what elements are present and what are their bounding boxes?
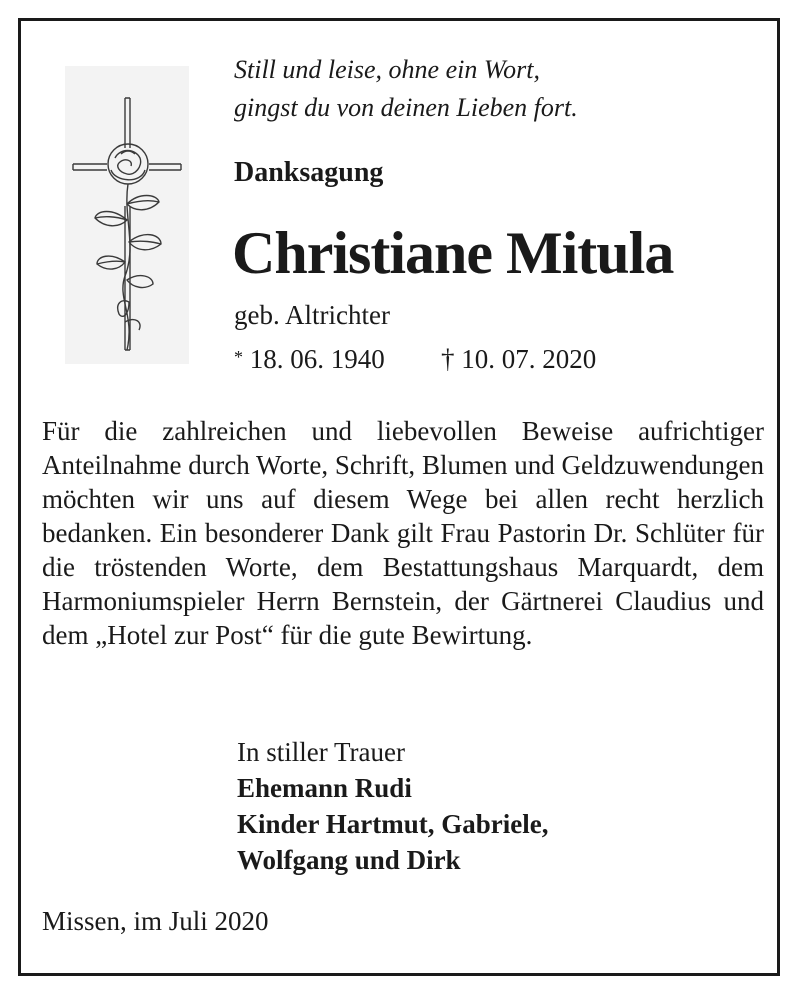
thank-you-paragraph: Für die zahlreichen und liebevollen Beweise aufrichtiger Anteilnahme durch Worte, Schrift, Blumen und Geldzuwendungen möchten wir uns auf diesem Wege bei allen recht herzlich bedanken. Ein besonderer Dank gilt Frau Pastorin Dr. Schlüter für die tröstenden Worte, dem Bestattungshaus Marquardt, dem Harmoniumspieler Herrn Bernstein, der Gärtnerei Claudius und dem „Hotel zur Post“ für die gute Bewirtung. <box>42 416 764 650</box>
signature-line-2: Kinder Hartmut, Gabriele, <box>237 809 549 839</box>
quote-line-1: Still und leise, ohne ein Wort, <box>234 55 540 84</box>
signature-line-1: Ehemann Rudi <box>237 773 412 803</box>
thank-you-text <box>42 414 764 652</box>
life-dates <box>234 342 597 376</box>
signature-block <box>237 734 548 878</box>
deceased-name: Christiane Mitula <box>232 220 674 286</box>
death-date-group <box>441 342 596 376</box>
quote-line-2: gingst du von deinen Lieben fort. <box>234 93 578 122</box>
signature-line-3: Wolfgang und Dirk <box>237 845 461 875</box>
maiden-name: geb. Altrichter <box>234 300 390 330</box>
birth-date: 18. 06. 1940 <box>249 344 385 374</box>
cross-rose-icon <box>65 66 189 364</box>
notice-heading: Danksagung <box>234 157 384 188</box>
memorial-quote <box>234 51 754 127</box>
obituary-notice <box>18 18 780 976</box>
death-date: 10. 07. 2020 <box>461 344 597 374</box>
birth-symbol: * <box>234 347 243 367</box>
death-symbol: † <box>441 344 455 374</box>
signature-intro: In stiller Trauer <box>237 737 405 767</box>
place-and-date: Missen, im Juli 2020 <box>42 906 269 936</box>
